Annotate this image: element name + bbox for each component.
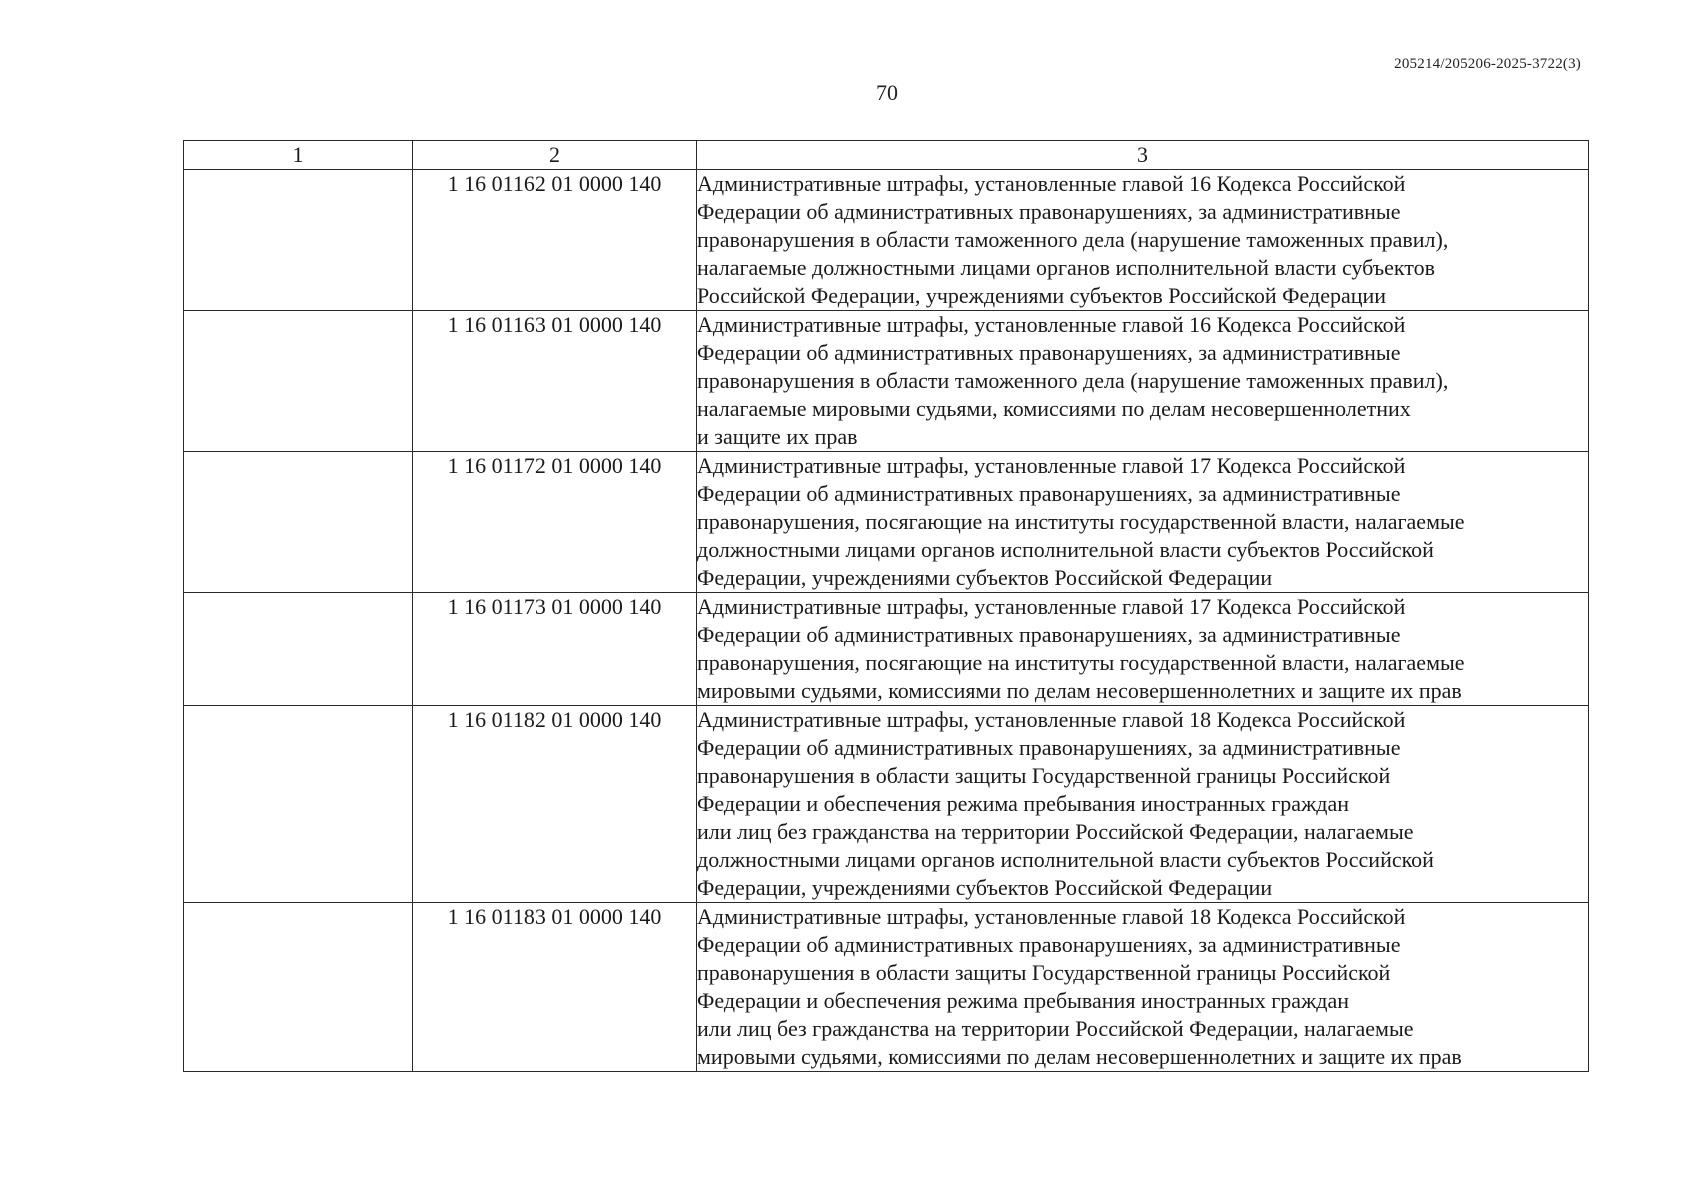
cell-income-code: 1 16 01183 01 0000 140 bbox=[413, 903, 697, 1072]
cell-description bbox=[697, 706, 1589, 903]
cell-description bbox=[697, 903, 1589, 1072]
cell-col1 bbox=[184, 170, 413, 311]
description-line: Федерации об административных правонарушениях, за административные bbox=[697, 340, 1401, 365]
description-line: правонарушения, посягающие на институты государственной власти, налагаемые bbox=[697, 650, 1465, 675]
description-line: Федерации об административных правонарушениях, за административные bbox=[697, 199, 1401, 224]
description-line: Федерации, учреждениями субъектов Российской Федерации bbox=[697, 875, 1273, 900]
description-line: Федерации и обеспечения режима пребывания иностранных граждан bbox=[697, 988, 1350, 1013]
description-line: Административные штрафы, установленные главой 18 Кодекса Российской bbox=[697, 707, 1406, 732]
description-line: должностными лицами органов исполнительной власти субъектов Российской bbox=[697, 847, 1434, 872]
description-line: и защите их прав bbox=[697, 424, 858, 449]
page-number: 70 bbox=[876, 80, 898, 105]
cell-col1 bbox=[184, 706, 413, 903]
description-line: Федерации об административных правонарушениях, за административные bbox=[697, 932, 1401, 957]
cell-col1 bbox=[184, 452, 413, 593]
description-line: Административные штрафы, установленные главой 16 Кодекса Российской bbox=[697, 312, 1406, 337]
cell-income-code: 1 16 01173 01 0000 140 bbox=[413, 593, 697, 706]
description-line: Административные штрафы, установленные главой 16 Кодекса Российской bbox=[697, 171, 1406, 196]
description-line: правонарушения в области защиты Государственной границы Российской bbox=[697, 763, 1391, 788]
description-line: Административные штрафы, установленные главой 17 Кодекса Российской bbox=[697, 594, 1406, 619]
table-row bbox=[184, 593, 1589, 706]
cell-income-code: 1 16 01162 01 0000 140 bbox=[413, 170, 697, 311]
description-line: Административные штрафы, установленные главой 17 Кодекса Российской bbox=[697, 453, 1406, 478]
description-line: налагаемые мировыми судьями, комиссиями по делам несовершеннолетних bbox=[697, 396, 1411, 421]
cell-col1 bbox=[184, 903, 413, 1072]
description-line: правонарушения, посягающие на институты государственной власти, налагаемые bbox=[697, 509, 1465, 534]
description-line: должностными лицами органов исполнительной власти субъектов Российской bbox=[697, 537, 1434, 562]
column-header-1: 1 bbox=[184, 141, 413, 170]
description-line: правонарушения в области защиты Государственной границы Российской bbox=[697, 960, 1391, 985]
table-row bbox=[184, 452, 1589, 593]
description-line: Федерации и обеспечения режима пребывания иностранных граждан bbox=[697, 791, 1350, 816]
column-header-3: 3 bbox=[697, 141, 1589, 170]
description-line: или лиц без гражданства на территории Российской Федерации, налагаемые bbox=[697, 819, 1414, 844]
table-row bbox=[184, 311, 1589, 452]
description-line: Административные штрафы, установленные главой 18 Кодекса Российской bbox=[697, 904, 1406, 929]
cell-col1 bbox=[184, 593, 413, 706]
column-header-2: 2 bbox=[413, 141, 697, 170]
table-header-row bbox=[184, 141, 1589, 170]
description-line: Федерации об административных правонарушениях, за административные bbox=[697, 481, 1401, 506]
description-line: Федерации, учреждениями субъектов Российской Федерации bbox=[697, 565, 1273, 590]
description-line: мировыми судьями, комиссиями по делам несовершеннолетних и защите их прав bbox=[697, 678, 1462, 703]
table-row bbox=[184, 706, 1589, 903]
table-body bbox=[184, 170, 1589, 1072]
cell-description bbox=[697, 170, 1589, 311]
cell-income-code: 1 16 01172 01 0000 140 bbox=[413, 452, 697, 593]
cell-income-code: 1 16 01182 01 0000 140 bbox=[413, 706, 697, 903]
description-line: Федерации об административных правонарушениях, за административные bbox=[697, 735, 1401, 760]
description-line: налагаемые должностными лицами органов исполнительной власти субъектов bbox=[697, 255, 1436, 280]
cell-description bbox=[697, 452, 1589, 593]
income-codes-table bbox=[183, 140, 1589, 1072]
document-id: 205214/205206-2025-3722(3) bbox=[1394, 56, 1581, 72]
cell-income-code: 1 16 01163 01 0000 140 bbox=[413, 311, 697, 452]
description-line: мировыми судьями, комиссиями по делам несовершеннолетних и защите их прав bbox=[697, 1044, 1462, 1069]
cell-col1 bbox=[184, 311, 413, 452]
table-row bbox=[184, 170, 1589, 311]
table-row bbox=[184, 903, 1589, 1072]
description-line: Российской Федерации, учреждениями субъектов Российской Федерации bbox=[697, 283, 1387, 308]
description-line: Федерации об административных правонарушениях, за административные bbox=[697, 622, 1401, 647]
description-line: или лиц без гражданства на территории Российской Федерации, налагаемые bbox=[697, 1016, 1414, 1041]
cell-description bbox=[697, 593, 1589, 706]
description-line: правонарушения в области таможенного дела (нарушение таможенных правил), bbox=[697, 227, 1449, 252]
description-line: правонарушения в области таможенного дела (нарушение таможенных правил), bbox=[697, 368, 1449, 393]
cell-description bbox=[697, 311, 1589, 452]
